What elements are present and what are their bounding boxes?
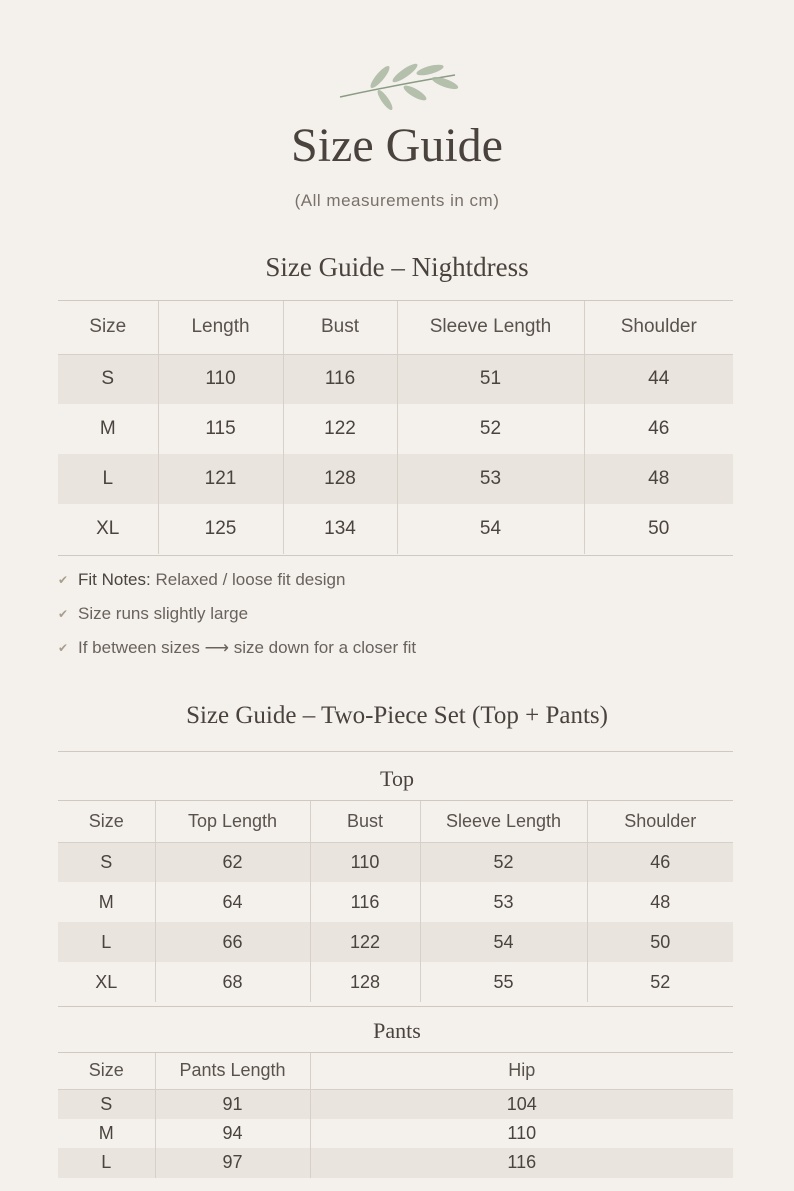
column-header: Size	[89, 316, 127, 338]
column-header: Sleeve Length	[397, 301, 584, 354]
value-cell: 54	[420, 922, 587, 962]
value-cell: 62	[155, 842, 310, 882]
fit-note	[58, 563, 416, 597]
note-text: Relaxed / loose fit design	[155, 570, 346, 589]
value-cell: 125	[158, 504, 283, 554]
size-cell: L	[58, 454, 158, 504]
note-text: If between sizes ⟶ size down for a closer fit	[78, 638, 417, 657]
top-subtitle: Top	[380, 766, 414, 791]
fit-notes	[58, 563, 416, 665]
column-header: Shoulder	[584, 301, 733, 354]
value-cell: 52	[587, 962, 733, 1002]
value-cell: 55	[420, 962, 587, 1002]
header-row	[58, 801, 733, 842]
value-cell: 91	[155, 1089, 310, 1119]
leaf-bullet-icon: ✔	[58, 607, 69, 621]
leaf-bullet-icon: ✔	[58, 573, 69, 587]
size-cell: L	[58, 1148, 155, 1178]
value-cell: 134	[283, 504, 397, 554]
value-cell: 46	[584, 404, 733, 454]
table-row	[58, 882, 733, 922]
size-cell: S	[58, 842, 155, 882]
column-header: Sleeve Length	[420, 801, 587, 842]
table-row	[58, 504, 733, 554]
pants-subtitle: Pants	[373, 1018, 421, 1043]
value-cell: 68	[155, 962, 310, 1002]
fit-note	[58, 631, 416, 665]
note-text: Size runs slightly large	[78, 604, 249, 623]
value-cell: 116	[283, 354, 397, 404]
value-cell: 52	[420, 842, 587, 882]
column-header: Size	[88, 1060, 124, 1081]
value-cell: 46	[587, 842, 733, 882]
value-cell: 44	[584, 354, 733, 404]
table-row	[58, 842, 733, 882]
value-cell: 97	[155, 1148, 310, 1178]
value-cell: 122	[310, 922, 420, 962]
size-cell: S	[58, 354, 158, 404]
size-cell: XL	[96, 518, 120, 539]
value-cell: 116	[310, 1148, 733, 1178]
leaf-bullet-icon: ✔	[58, 641, 69, 655]
value-cell: 53	[397, 454, 584, 504]
value-cell: 50	[584, 504, 733, 554]
nightdress-title: Size Guide – Nightdress	[265, 252, 529, 282]
column-header: Length	[158, 301, 283, 354]
table-row	[58, 454, 733, 504]
value-cell: 48	[584, 454, 733, 504]
set-title: Size Guide – Two-Piece Set (Top + Pants)	[186, 702, 608, 729]
top-table	[58, 801, 733, 1002]
value-cell: 128	[310, 962, 420, 1002]
value-cell: 48	[587, 882, 733, 922]
value-cell: 116	[310, 882, 420, 922]
value-cell: 110	[310, 1119, 733, 1149]
table-row	[58, 922, 733, 962]
size-cell: M	[98, 1122, 114, 1143]
leaf-branch-icon	[335, 55, 465, 115]
table-row	[58, 404, 733, 454]
size-cell: M	[99, 418, 116, 439]
note-label: Fit Notes:	[78, 570, 151, 589]
value-cell: 115	[158, 404, 283, 454]
page-title: Size Guide	[291, 119, 503, 172]
value-cell: 128	[283, 454, 397, 504]
table-row	[58, 354, 733, 404]
value-cell: 66	[155, 922, 310, 962]
column-header: Bust	[283, 301, 397, 354]
pants-table	[58, 1053, 733, 1178]
nightdress-table	[58, 301, 733, 554]
value-cell: 110	[310, 842, 420, 882]
column-header: Size	[88, 810, 124, 831]
value-cell: 54	[397, 504, 584, 554]
value-cell: 104	[310, 1089, 733, 1119]
value-cell: 122	[283, 404, 397, 454]
table-row	[58, 1089, 733, 1119]
size-cell: XL	[95, 971, 118, 992]
column-header: Pants Length	[155, 1053, 310, 1089]
column-header: Top Length	[155, 801, 310, 842]
size-cell: M	[98, 891, 114, 912]
value-cell: 50	[587, 922, 733, 962]
header-row	[58, 1053, 733, 1089]
column-header: Bust	[310, 801, 420, 842]
value-cell: 110	[158, 354, 283, 404]
table-row	[58, 1119, 733, 1149]
value-cell: 94	[155, 1119, 310, 1149]
value-cell: 121	[158, 454, 283, 504]
table-row	[58, 1148, 733, 1178]
fit-note	[58, 597, 416, 631]
size-cell: L	[58, 922, 155, 962]
page-subtitle: (All measurements in cm)	[294, 191, 500, 210]
value-cell: 64	[155, 882, 310, 922]
column-header: Shoulder	[587, 801, 733, 842]
header-row	[58, 301, 733, 354]
column-header: Hip	[310, 1053, 733, 1089]
value-cell: 53	[420, 882, 587, 922]
value-cell: 52	[397, 404, 584, 454]
size-cell: S	[58, 1089, 155, 1119]
value-cell: 51	[397, 354, 584, 404]
table-row	[58, 962, 733, 1002]
